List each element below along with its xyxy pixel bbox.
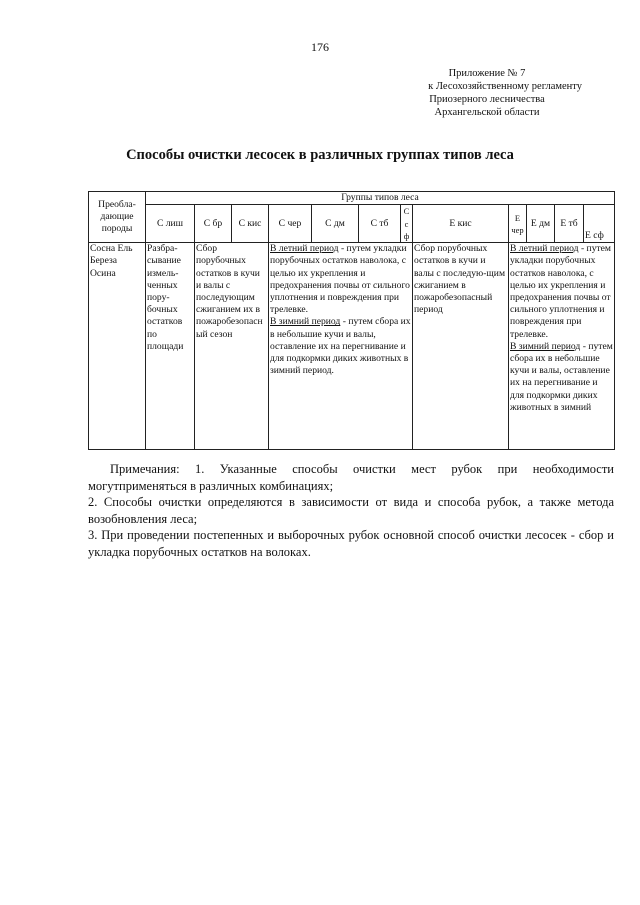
note-3: 3. При проведении постепенных и выборочных рубок основной способ очистки лесосек - сбор и укладка порубочных остатков на волоках. [88, 528, 614, 559]
cell-species: Сосна Ель Береза Осина [89, 243, 146, 450]
summer-text: - путем укладки порубочных остатков наволока, с целью их укрепления и предохранения почвы от сильного уплотнения и повреждения при трелевке. [510, 243, 612, 340]
summer-label: В летний период [510, 243, 579, 255]
col-header: С кис [232, 205, 269, 243]
col-header: С чер [269, 205, 312, 243]
winter-text: - путем сбора их в небольшие кучи и валы, оставление их на перегнивание и для подкормки диких животных в зимний [510, 340, 613, 413]
col-header: Е сф [584, 205, 615, 243]
appendix-line-2: к Лесохозяйственному регламенту [428, 81, 582, 92]
appendix-line-4: Архангельской области [434, 107, 540, 118]
header-species: Преобла-дающие породы [89, 192, 146, 243]
col-header: С дм [312, 205, 359, 243]
page-number: 176 [311, 40, 329, 54]
col-header: Е кис [413, 205, 509, 243]
cell-burn-method: Сбор порубочных остатков в кучи и валы с последующим сжиганием их в пожаробезопасный сезон [195, 243, 269, 450]
appendix-line-3: Приозерного лесничества [429, 94, 545, 105]
appendix-header [322, 67, 582, 119]
col-header: С сф [401, 205, 413, 243]
cell-seasonal-method-spruce [509, 243, 615, 450]
appendix-line-1: Приложение № 7 [448, 68, 526, 79]
col-header: Е чер [509, 205, 527, 243]
cleaning-methods-table [88, 191, 615, 450]
summer-label: В летний период [270, 243, 339, 255]
col-header: Е дм [527, 205, 555, 243]
col-header: С бр [195, 205, 232, 243]
col-header: С тб [359, 205, 401, 243]
winter-text: - путем сбора их в небольшие кучи и валы, оставление их на перегнивание и для подкормки диких животных в зимний период. [270, 316, 411, 377]
cell-seasonal-method [269, 243, 413, 450]
document-title: Способы очистки лесосек в различных группах типов леса [126, 147, 514, 163]
col-header: С лиш [146, 205, 195, 243]
summer-text: - путем укладки порубочных остатков наволока, с целью их укрепления и предохранения почвы от сильного уплотнения и повреждения при трелевке. [270, 243, 410, 316]
note-1: Примечания: 1. Указанные способы очистки мест рубок при необходимости могутприменяться в различных комбинациях; [88, 462, 614, 493]
notes-section [88, 461, 614, 560]
col-header: Е тб [555, 205, 584, 243]
winter-label: В зимний период [510, 340, 581, 352]
winter-label: В зимний период [270, 316, 341, 328]
cell-scatter-method: Разбра-сывание измель-ченных пору-бочных остатков по площади [146, 243, 195, 450]
note-2: 2. Способы очистки определяются в зависимости от вида и способа рубок, а также метода возобновления леса; [88, 495, 614, 526]
cell-burn-method-spruce: Сбор порубочных остатков в кучи и валы с последую-щим сжиганием в пожаробезопасный период [413, 243, 509, 450]
header-forest-groups: Группы типов леса [146, 192, 615, 205]
